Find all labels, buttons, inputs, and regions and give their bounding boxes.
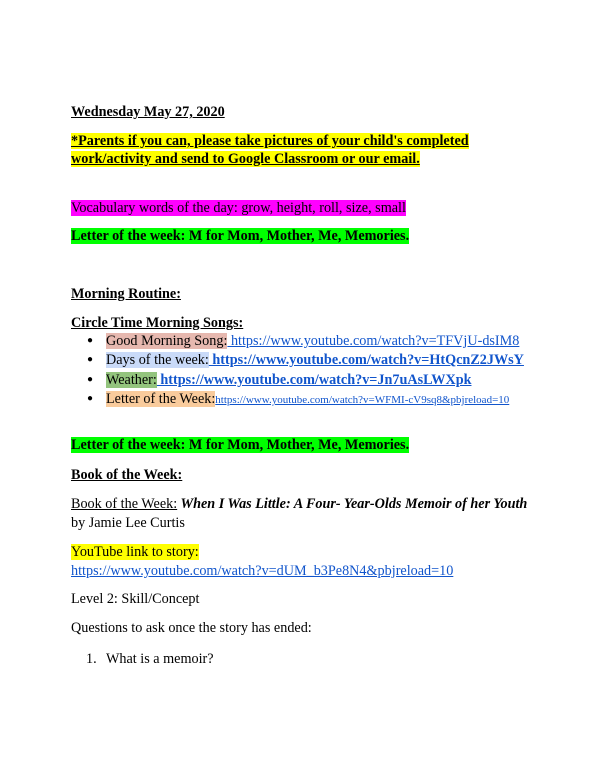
level-text: Level 2: Skill/Concept	[71, 591, 200, 607]
list-item	[106, 390, 509, 409]
parents-note-line-2: work/activity and send to Google Classroom or our email.	[71, 151, 420, 167]
vocabulary-line: Vocabulary words of the day: grow, height, roll, size, small	[71, 200, 406, 216]
song-label: Days of the week:	[106, 352, 209, 368]
bullet-icon: ●	[87, 393, 94, 404]
question-text: What is a memoir?	[106, 651, 214, 667]
questions-intro: Questions to ask once the story has ended:	[71, 620, 312, 636]
letter-of-week-repeat: Letter of the week: M for Mom, Mother, Me, Memories.	[71, 437, 410, 453]
song-label: Weather:	[106, 372, 157, 388]
song-label: Letter of the Week:	[106, 391, 216, 407]
book-label: Book of the Week:	[71, 496, 178, 512]
book-title: When I Was Little: A Four- Year-Olds Memoir of her Youth	[177, 496, 528, 512]
morning-routine-heading: Morning Routine:	[71, 286, 181, 302]
letter-of-week: Letter of the week: M for Mom, Mother, Me, Memories.	[71, 228, 410, 244]
bullet-icon: ●	[87, 354, 94, 365]
song-link[interactable]: https://www.youtube.com/watch?v=WFMI-cV9sq8&pbjreload=10	[215, 394, 510, 406]
bullet-icon: ●	[87, 335, 94, 346]
list-item	[106, 351, 524, 369]
book-heading: Book of the Week:	[71, 467, 183, 483]
song-link[interactable]: https://www.youtube.com/watch?v=HtQcnZ2JWsY	[208, 352, 524, 368]
bullet-icon: ●	[87, 374, 94, 385]
song-label: Good Morning Song:	[106, 333, 228, 349]
youtube-label: YouTube link to story:	[71, 544, 199, 560]
song-link[interactable]: https://www.youtube.com/watch?v=TFVjU-dsIM8	[227, 333, 520, 349]
date-heading: Wednesday May 27, 2020	[71, 104, 225, 120]
youtube-story-link[interactable]: https://www.youtube.com/watch?v=dUM_b3Pe8N4&pbjreload=10	[71, 563, 454, 579]
list-item	[106, 332, 519, 350]
list-item	[106, 371, 471, 389]
question-number: 1.	[86, 651, 97, 667]
parents-note-line-1: *Parents if you can, please take pictures of your child's completed	[71, 133, 469, 149]
song-link[interactable]: https://www.youtube.com/watch?v=Jn7uAsLWXpk	[156, 372, 472, 388]
book-title-line	[71, 495, 527, 513]
circle-time-heading: Circle Time Morning Songs:	[71, 315, 244, 331]
book-author: by Jamie Lee Curtis	[71, 515, 185, 531]
